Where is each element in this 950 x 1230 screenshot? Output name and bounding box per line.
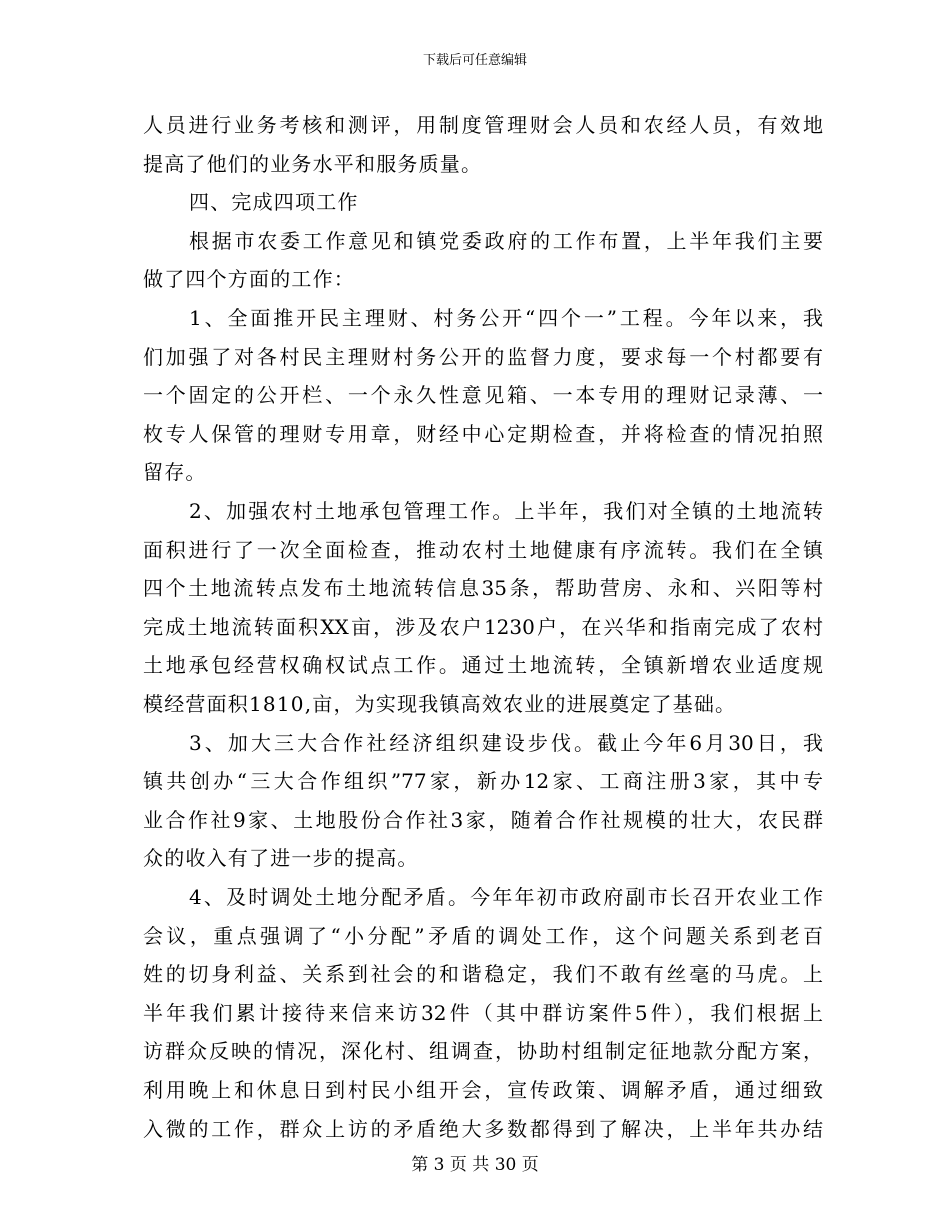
text-line: 业合作社9家、土地股份合作社3家，随着合作社规模的壮大，农民群 bbox=[143, 807, 823, 832]
page-header: 下载后可任意编辑 bbox=[422, 53, 527, 68]
text-line: 模经营面积1810,亩，为实现我镇高效农业的进展奠定了基础。 bbox=[143, 692, 737, 716]
text-line: 入微的工作，群众上访的矛盾绝大多数都得到了解决，上半年共办结 bbox=[143, 1116, 823, 1141]
text-line: 利用晚上和休息日到村民小组开会，宣传政策、调解矛盾，通过细致 bbox=[143, 1078, 823, 1102]
text-line: 们加强了对各村民主理财村务公开的监督力度，要求每一个村都要有 bbox=[143, 344, 823, 369]
text-line: 人员进行业务考核和测评，用制度管理财会人员和农经人员，有效地 bbox=[143, 113, 823, 137]
text-line: 枚专人保管的理财专用章，财经中心定期检查，并将检查的情况拍照 bbox=[143, 421, 823, 446]
text-line: 众的收入有了进一步的提高。 bbox=[143, 846, 419, 871]
text-line: 做了四个方面的工作： bbox=[143, 267, 355, 292]
page-footer: 第 3 页 共 30 页 bbox=[411, 1155, 539, 1175]
text-line: 姓的切身利益、关系到社会的和谐稳定，我们不敢有丝毫的马虎。上 bbox=[143, 962, 823, 987]
text-line: 完成土地流转面积XX亩，涉及农户1230户，在兴华和指南完成了农村 bbox=[143, 614, 823, 639]
text-line: 四个土地流转点发布土地流转信息35条，帮助营房、永和、兴阳等村 bbox=[143, 576, 823, 601]
text-line: 面积进行了一次全面检查，推动农村土地健康有序流转。我们在全镇 bbox=[143, 537, 823, 562]
text-line: 3、加大三大合作社经济组织建设步伐。截止今年6月30日，我 bbox=[189, 730, 823, 755]
text-line: 4、及时调处土地分配矛盾。今年年初市政府副市长召开农业工作 bbox=[189, 885, 823, 909]
text-line: 2、加强农村土地承包管理工作。上半年，我们对全镇的土地流转 bbox=[189, 499, 823, 523]
text-line: 一个固定的公开栏、一个永久性意见箱、一本专用的理财记录薄、一 bbox=[143, 383, 823, 408]
text-line: 会议，重点强调了“小分配”矛盾的调处工作，这个问题关系到老百 bbox=[143, 923, 823, 948]
text-line: 访群众反映的情况，深化村、组调查，协助村组制定征地款分配方案， bbox=[143, 1039, 823, 1064]
text-line: 提高了他们的业务水平和服务质量。 bbox=[143, 151, 483, 176]
section-heading: 四、完成四项工作 bbox=[189, 190, 359, 215]
text-line: 根据市农委工作意见和镇党委政府的工作布置，上半年我们主要 bbox=[189, 228, 823, 253]
text-line: 留存。 bbox=[143, 460, 207, 485]
text-line: 半年我们累计接待来信来访32件（其中群访案件5件），我们根据上 bbox=[143, 1000, 823, 1025]
text-line: 镇共创办“三大合作组织”77家，新办12家、工商注册3家，其中专 bbox=[143, 769, 823, 794]
text-line: 1、全面推开民主理财、村务公开“四个一”工程。今年以来，我 bbox=[189, 306, 823, 330]
text-line: 土地承包经营权确权试点工作。通过土地流转，全镇新增农业适度规 bbox=[143, 653, 823, 678]
